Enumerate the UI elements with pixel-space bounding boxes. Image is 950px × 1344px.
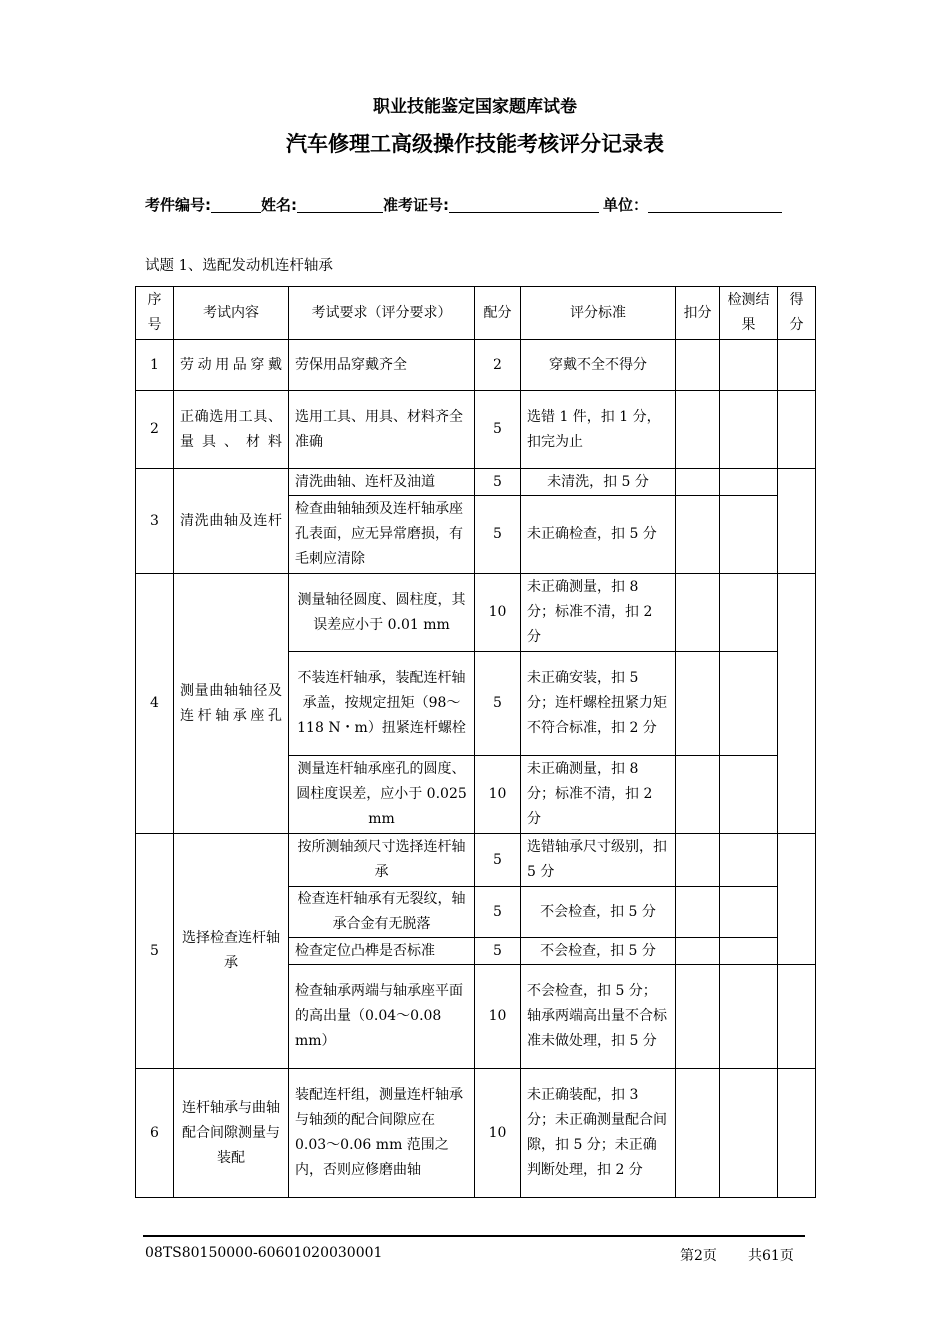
cell-result bbox=[720, 496, 778, 574]
cell-content: 劳动用品穿戴 bbox=[174, 340, 289, 391]
cell-score: 10 bbox=[475, 574, 521, 652]
cell-got bbox=[778, 1069, 816, 1198]
cell-criteria: 未正确安装，扣 5 分；连杆螺栓扭紧力矩不符合标准，扣 2 分 bbox=[521, 652, 676, 756]
cell-result bbox=[720, 965, 778, 1069]
cell-criteria: 未正确测量，扣 8 分；标准不清，扣 2 分 bbox=[521, 756, 676, 834]
cell-deduct bbox=[676, 340, 720, 391]
cell-criteria: 不会检查，扣 5 分 bbox=[521, 887, 676, 938]
cell-score: 5 bbox=[475, 391, 521, 469]
cell-got bbox=[778, 574, 816, 834]
footer-total: 共61页 bbox=[748, 1248, 794, 1264]
cell-result bbox=[720, 834, 778, 887]
cell-deduct bbox=[676, 1069, 720, 1198]
cell-content: 选择检查连杆轴承 bbox=[174, 834, 289, 1069]
footer-code: 08TS80150000-60601020030001 bbox=[145, 1245, 383, 1261]
cell-deduct bbox=[676, 496, 720, 574]
cell-requirement: 检查轴承两端与轴承座平面的高出量（0.04～0.08 mm） bbox=[289, 965, 475, 1069]
cell-deduct bbox=[676, 756, 720, 834]
score-table bbox=[135, 286, 816, 1198]
cell-no: 1 bbox=[136, 340, 174, 391]
cell-got bbox=[778, 965, 816, 1069]
cell-requirement: 测量连杆轴承座孔的圆度、圆柱度误差，应小于 0.025 mm bbox=[289, 756, 475, 834]
cell-score: 5 bbox=[475, 938, 521, 965]
doc-title: 职业技能鉴定国家题库试卷 bbox=[373, 97, 577, 117]
cell-deduct bbox=[676, 391, 720, 469]
cell-criteria: 未正确测量，扣 8 分；标准不清，扣 2 分 bbox=[521, 574, 676, 652]
table-row bbox=[136, 834, 816, 887]
cell-result bbox=[720, 391, 778, 469]
cell-got bbox=[778, 469, 816, 574]
table-row bbox=[136, 340, 816, 391]
cell-deduct bbox=[676, 938, 720, 965]
cell-no: 4 bbox=[136, 574, 174, 834]
cell-deduct bbox=[676, 574, 720, 652]
ticket-no-label: 准考证号: bbox=[383, 196, 449, 214]
cell-score: 2 bbox=[475, 340, 521, 391]
cell-criteria: 未正确装配，扣 3 分；未正确测量配合间隙，扣 5 分；未正确判断处理，扣 2 分 bbox=[521, 1069, 676, 1198]
cell-result bbox=[720, 1069, 778, 1198]
cell-criteria: 不会检查，扣 5 分；轴承两端高出量不合标准未做处理，扣 5 分 bbox=[521, 965, 676, 1069]
cell-result bbox=[720, 469, 778, 496]
header-result: 检测结果 bbox=[720, 287, 778, 340]
cell-requirement: 检查定位凸榫是否标准 bbox=[289, 938, 475, 965]
cell-criteria: 不会检查，扣 5 分 bbox=[521, 938, 676, 965]
header-score: 配分 bbox=[475, 287, 521, 340]
cell-requirement: 检查连杆轴承有无裂纹，轴承合金有无脱落 bbox=[289, 887, 475, 938]
cell-requirement: 按所测轴颈尺寸选择连杆轴承 bbox=[289, 834, 475, 887]
cell-criteria: 未正确检查，扣 5 分 bbox=[521, 496, 676, 574]
cell-criteria: 选错 1 件，扣 1 分，扣完为止 bbox=[521, 391, 676, 469]
cell-result bbox=[720, 574, 778, 652]
header-content: 考试内容 bbox=[174, 287, 289, 340]
cell-score: 5 bbox=[475, 834, 521, 887]
cell-score: 5 bbox=[475, 887, 521, 938]
cell-content: 清洗曲轴及连杆 bbox=[174, 469, 289, 574]
cell-requirement: 清洗曲轴、连杆及油道 bbox=[289, 469, 475, 496]
cell-no: 2 bbox=[136, 391, 174, 469]
cell-result bbox=[720, 938, 778, 965]
cell-score: 5 bbox=[475, 496, 521, 574]
cell-criteria: 选错轴承尺寸级别，扣 5 分 bbox=[521, 834, 676, 887]
cell-score: 10 bbox=[475, 1069, 521, 1198]
name-label: 姓名: bbox=[261, 196, 297, 214]
question-title: 试题 1、选配发动机连杆轴承 bbox=[145, 258, 333, 274]
exam-no-label: 考件编号: bbox=[145, 196, 211, 214]
cell-deduct bbox=[676, 965, 720, 1069]
table-header-row bbox=[136, 287, 816, 340]
cell-deduct bbox=[676, 834, 720, 887]
footer-page: 第2页 bbox=[680, 1248, 717, 1264]
name-blank bbox=[297, 196, 383, 213]
table-row bbox=[136, 469, 816, 496]
ticket-no-blank bbox=[449, 196, 599, 213]
unit-label: 单位： bbox=[603, 196, 649, 214]
header-requirement: 考试要求（评分要求） bbox=[289, 287, 475, 340]
cell-content: 正确选用工具、量具、材料 bbox=[174, 391, 289, 469]
cell-result bbox=[720, 756, 778, 834]
cell-criteria: 穿戴不全不得分 bbox=[521, 340, 676, 391]
cell-got bbox=[778, 391, 816, 469]
cell-requirement: 劳保用品穿戴齐全 bbox=[289, 340, 475, 391]
cell-requirement: 测量轴径圆度、圆柱度，其误差应小于 0.01 mm bbox=[289, 574, 475, 652]
cell-deduct bbox=[676, 652, 720, 756]
cell-score: 5 bbox=[475, 652, 521, 756]
cell-deduct bbox=[676, 469, 720, 496]
cell-score: 10 bbox=[475, 965, 521, 1069]
info-fields bbox=[145, 194, 782, 215]
cell-result bbox=[720, 652, 778, 756]
exam-no-blank bbox=[211, 196, 261, 213]
footer-rule bbox=[143, 1235, 805, 1237]
cell-requirement: 装配连杆组，测量连杆轴承与轴颈的配合间隙应在 0.03～0.06 mm 范围之内，否则应修磨曲轴 bbox=[289, 1069, 475, 1198]
cell-content: 测量曲轴轴径及连杆轴承座孔 bbox=[174, 574, 289, 834]
cell-no: 3 bbox=[136, 469, 174, 574]
cell-content: 连杆轴承与曲轴配合间隙测量与装配 bbox=[174, 1069, 289, 1198]
cell-score: 5 bbox=[475, 469, 521, 496]
cell-requirement: 检查曲轴轴颈及连杆轴承座孔表面，应无异常磨损，有毛刺应清除 bbox=[289, 496, 475, 574]
doc-subtitle: 汽车修理工高级操作技能考核评分记录表 bbox=[286, 132, 664, 156]
cell-result bbox=[720, 340, 778, 391]
header-criteria: 评分标准 bbox=[521, 287, 676, 340]
cell-requirement: 选用工具、用具、材料齐全准确 bbox=[289, 391, 475, 469]
cell-got bbox=[778, 834, 816, 965]
header-deduct: 扣分 bbox=[676, 287, 720, 340]
table-row bbox=[136, 574, 816, 652]
cell-result bbox=[720, 887, 778, 938]
cell-score: 10 bbox=[475, 756, 521, 834]
cell-no: 6 bbox=[136, 1069, 174, 1198]
cell-deduct bbox=[676, 887, 720, 938]
header-no: 序号 bbox=[136, 287, 174, 340]
unit-blank bbox=[648, 196, 782, 213]
cell-got bbox=[778, 340, 816, 391]
cell-requirement: 不装连杆轴承，装配连杆轴承盖，按规定扭矩（98～118 N・m）扭紧连杆螺栓 bbox=[289, 652, 475, 756]
table-row bbox=[136, 1069, 816, 1198]
header-got: 得分 bbox=[778, 287, 816, 340]
table-row bbox=[136, 391, 816, 469]
cell-no: 5 bbox=[136, 834, 174, 1069]
cell-criteria: 未清洗，扣 5 分 bbox=[521, 469, 676, 496]
